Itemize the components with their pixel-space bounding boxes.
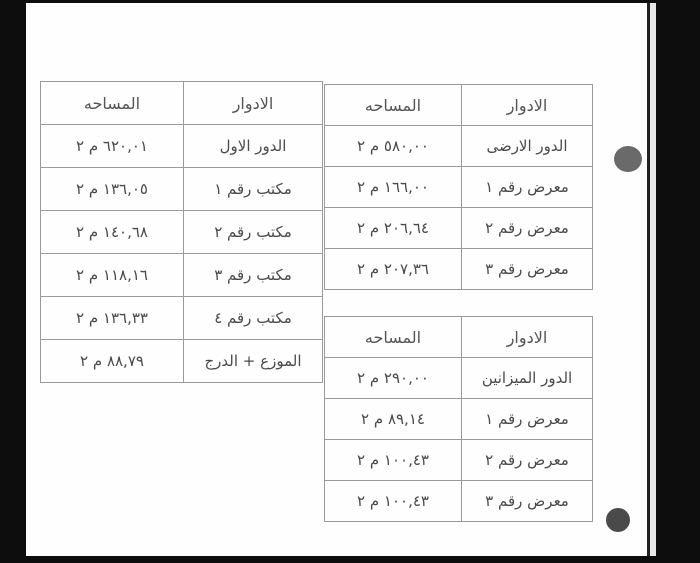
table-row: [41, 125, 323, 168]
area-cell: ١٠٠,٤٣ م ٢: [325, 481, 462, 522]
table-row: [325, 126, 593, 167]
floor-cell: الدور الاول: [184, 125, 323, 168]
table-header-row: [41, 82, 323, 125]
first-floor-area-table: [40, 81, 323, 383]
table-header-row: [325, 85, 593, 126]
table-row: [325, 249, 593, 290]
table-row: [41, 168, 323, 211]
table-row: [41, 254, 323, 297]
area-cell: ٥٨٠,٠٠ م ٢: [325, 126, 462, 167]
table-row: [41, 211, 323, 254]
floor-cell: معرض رقم ٣: [462, 249, 593, 290]
table-row: [325, 167, 593, 208]
floor-cell: مكتب رقم ٢: [184, 211, 323, 254]
binder-hole-mark: [614, 146, 642, 172]
table-row: [325, 358, 593, 399]
border-left: [0, 0, 26, 563]
table-row: [325, 208, 593, 249]
floor-cell: الدور الميزانين: [462, 358, 593, 399]
floor-cell: مكتب رقم ١: [184, 168, 323, 211]
area-cell: ٨٨,٧٩ م ٢: [41, 340, 184, 383]
area-cell: ١١٨,١٦ م ٢: [41, 254, 184, 297]
area-cell: ٨٩,١٤ م ٢: [325, 399, 462, 440]
floor-cell: معرض رقم ٢: [462, 440, 593, 481]
area-cell: ١٣٦,٠٥ م ٢: [41, 168, 184, 211]
area-header: المساحه: [325, 85, 462, 126]
table-row: [41, 340, 323, 383]
floor-cell: الدور الارضى: [462, 126, 593, 167]
floor-cell: معرض رقم ١: [462, 167, 593, 208]
area-cell: ١٠٠,٤٣ م ٢: [325, 440, 462, 481]
floor-cell: مكتب رقم ٤: [184, 297, 323, 340]
area-header: المساحه: [325, 317, 462, 358]
area-cell: ١٣٦,٣٣ م ٢: [41, 297, 184, 340]
mezzanine-floor-area-table: [324, 316, 593, 522]
floor-cell: مكتب رقم ٣: [184, 254, 323, 297]
area-cell: ٢٩٠,٠٠ م ٢: [325, 358, 462, 399]
table-row: [325, 399, 593, 440]
area-cell: ١٤٠,٦٨ م ٢: [41, 211, 184, 254]
floor-cell: معرض رقم ١: [462, 399, 593, 440]
area-header: المساحه: [41, 82, 184, 125]
floors-header: الادوار: [462, 85, 593, 126]
area-cell: ٦٢٠,٠١ م ٢: [41, 125, 184, 168]
floors-header: الادوار: [462, 317, 593, 358]
floor-cell: معرض رقم ٣: [462, 481, 593, 522]
floor-cell: الموزع + الدرج: [184, 340, 323, 383]
area-cell: ٢٠٧,٣٦ م ٢: [325, 249, 462, 290]
floors-header: الادوار: [184, 82, 323, 125]
area-cell: ٢٠٦,٦٤ م ٢: [325, 208, 462, 249]
area-cell: ١٦٦,٠٠ م ٢: [325, 167, 462, 208]
page-gap: [650, 3, 656, 556]
table-header-row: [325, 317, 593, 358]
floor-cell: معرض رقم ٢: [462, 208, 593, 249]
table-row: [325, 481, 593, 522]
binder-hole-mark: [606, 508, 630, 532]
table-row: [325, 440, 593, 481]
border-bottom: [0, 556, 700, 563]
table-row: [41, 297, 323, 340]
ground-floor-area-table: [324, 84, 593, 290]
border-right: [656, 0, 700, 563]
